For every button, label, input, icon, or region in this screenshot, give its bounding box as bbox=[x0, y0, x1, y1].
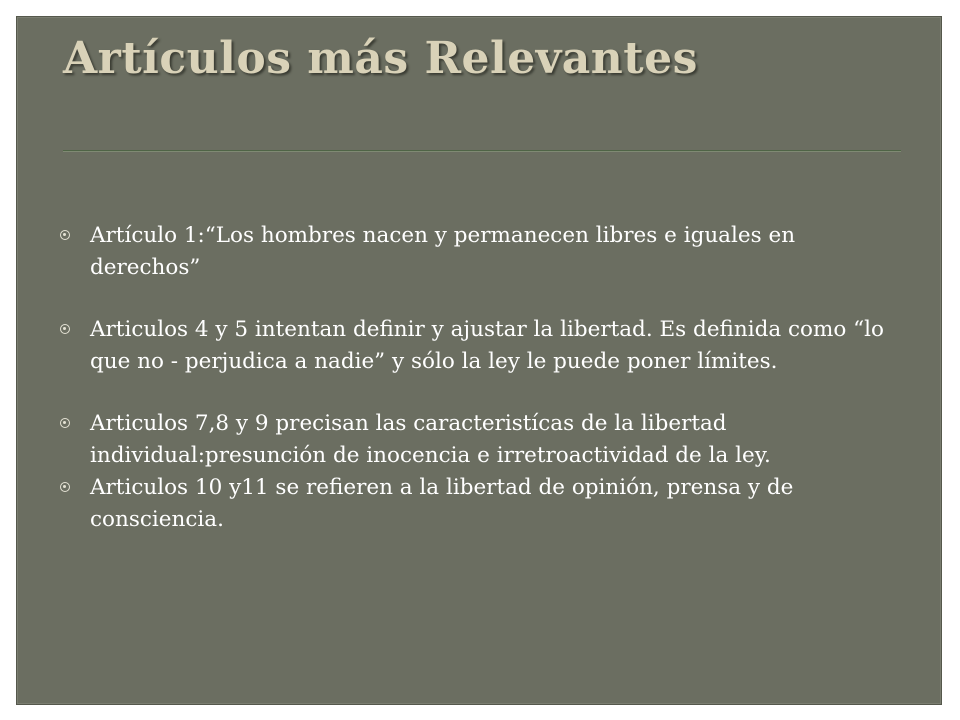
bullet-list bbox=[60, 220, 910, 536]
bullet-item-1 bbox=[60, 220, 910, 284]
bullet-text-3: Articulos 7,8 y 9 precisan las caracteristícas de la libertad individual:presunción de inocencia e irretroactividad de la ley. bbox=[90, 411, 771, 468]
bullet-item-4 bbox=[60, 472, 910, 536]
title-divider bbox=[63, 150, 901, 152]
bullet-text-1: Artículo 1:“Los hombres nacen y permanecen libres e iguales en derechos” bbox=[90, 223, 796, 280]
slide-title: Artículos más Relevantes bbox=[63, 33, 698, 84]
bullet-text-2: Articulos 4 y 5 intentan definir y ajustar la libertad. Es definida como “lo que no - perjudica a nadie” y sólo la ley le puede poner límites. bbox=[90, 317, 884, 374]
circled-dot-bullet-icon bbox=[60, 230, 70, 240]
circled-dot-bullet-icon bbox=[60, 324, 70, 334]
bullet-item-2 bbox=[60, 314, 910, 378]
circled-dot-bullet-icon bbox=[60, 482, 70, 492]
bullet-item-3 bbox=[60, 408, 910, 472]
bullet-text-4: Articulos 10 y11 se refieren a la libertad de opinión, prensa y de consciencia. bbox=[90, 475, 794, 532]
circled-dot-bullet-icon bbox=[60, 418, 70, 428]
